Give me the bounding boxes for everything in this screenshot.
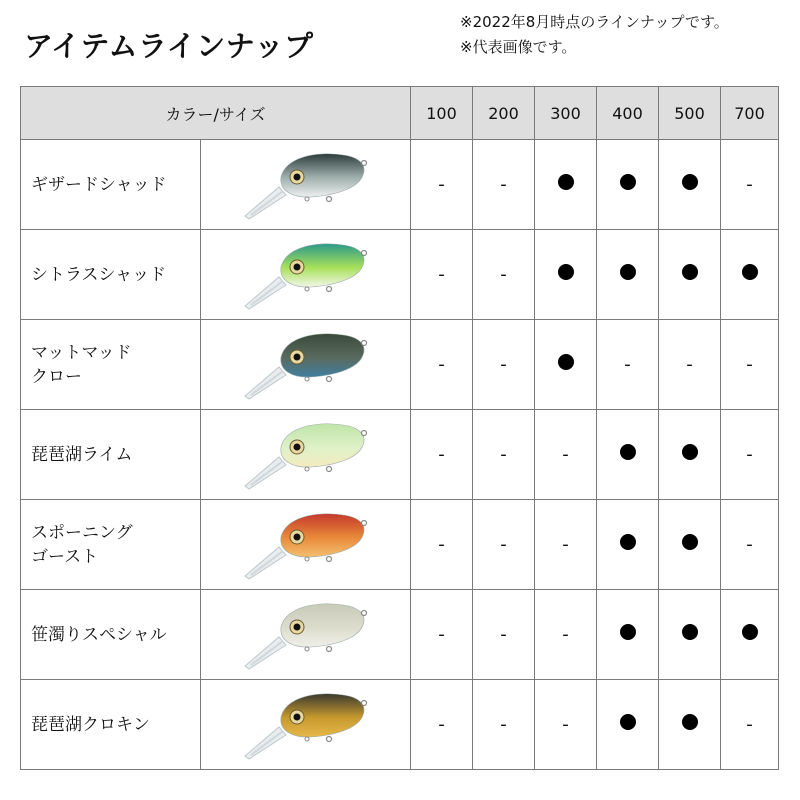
unavailable-dash: - — [746, 444, 753, 465]
unavailable-dash: - — [438, 714, 445, 735]
availability-200 — [473, 590, 535, 680]
availability-700 — [721, 410, 779, 500]
availability-300 — [535, 500, 597, 590]
header-size-300: 300 — [535, 87, 597, 140]
unavailable-dash: - — [438, 624, 445, 645]
availability-100 — [411, 410, 473, 500]
availability-200 — [473, 680, 535, 770]
available-dot — [620, 714, 636, 730]
unavailable-dash: - — [746, 714, 753, 735]
unavailable-dash: - — [438, 354, 445, 375]
availability-700 — [721, 590, 779, 680]
header-size-100: 100 — [411, 87, 473, 140]
unavailable-dash: - — [438, 534, 445, 555]
unavailable-dash: - — [562, 444, 569, 465]
notes — [460, 10, 729, 60]
available-dot — [558, 264, 574, 280]
available-dot — [682, 444, 698, 460]
unavailable-dash: - — [500, 444, 507, 465]
color-name: ギザードシャッド — [21, 140, 201, 230]
availability-500 — [659, 320, 721, 410]
table-row — [21, 680, 779, 770]
availability-700 — [721, 500, 779, 590]
header-size-200: 200 — [473, 87, 535, 140]
availability-400 — [597, 500, 659, 590]
color-name: 琵琶湖クロキン — [21, 680, 201, 770]
availability-400 — [597, 680, 659, 770]
availability-100 — [411, 320, 473, 410]
availability-300 — [535, 230, 597, 320]
table-row — [21, 500, 779, 590]
availability-700 — [721, 230, 779, 320]
unavailable-dash: - — [438, 264, 445, 285]
table-row — [21, 230, 779, 320]
unavailable-dash: - — [746, 354, 753, 375]
lure-image-cell — [201, 410, 411, 500]
unavailable-dash: - — [562, 534, 569, 555]
availability-700 — [721, 680, 779, 770]
available-dot — [742, 264, 758, 280]
unavailable-dash: - — [500, 534, 507, 555]
availability-200 — [473, 410, 535, 500]
color-name: 琵琶湖ライム — [21, 410, 201, 500]
header-size-400: 400 — [597, 87, 659, 140]
note-representative-image: ※代表画像です。 — [460, 38, 577, 56]
available-dot — [742, 624, 758, 640]
available-dot — [620, 174, 636, 190]
page-title: アイテムラインナップ — [24, 29, 314, 63]
availability-300 — [535, 410, 597, 500]
note-lineup-date: ※2022年8月時点のラインナップです。 — [460, 13, 729, 31]
lure-image-cell — [201, 140, 411, 230]
lure-image-cell — [201, 230, 411, 320]
unavailable-dash: - — [438, 174, 445, 195]
availability-500 — [659, 680, 721, 770]
availability-400 — [597, 140, 659, 230]
availability-200 — [473, 500, 535, 590]
biwako-lime-lure — [231, 415, 381, 495]
gizzard-shad-lure — [231, 145, 381, 225]
available-dot — [682, 174, 698, 190]
availability-400 — [597, 410, 659, 500]
availability-200 — [473, 320, 535, 410]
availability-700 — [721, 320, 779, 410]
unavailable-dash: - — [562, 714, 569, 735]
availability-100 — [411, 500, 473, 590]
availability-300 — [535, 680, 597, 770]
availability-500 — [659, 410, 721, 500]
unavailable-dash: - — [686, 354, 693, 375]
availability-500 — [659, 590, 721, 680]
available-dot — [558, 354, 574, 370]
lure-image-cell — [201, 680, 411, 770]
availability-400 — [597, 230, 659, 320]
unavailable-dash: - — [500, 264, 507, 285]
availability-700 — [721, 140, 779, 230]
lure-image-cell — [201, 590, 411, 680]
lure-image-cell — [201, 320, 411, 410]
header-color-size: カラー/サイズ — [21, 87, 411, 140]
color-name: スポーニング ゴースト — [21, 500, 201, 590]
available-dot — [682, 534, 698, 550]
unavailable-dash: - — [500, 174, 507, 195]
unavailable-dash: - — [438, 444, 445, 465]
availability-500 — [659, 500, 721, 590]
sasanigori-special-lure — [231, 595, 381, 675]
availability-500 — [659, 140, 721, 230]
available-dot — [620, 534, 636, 550]
available-dot — [558, 174, 574, 190]
availability-300 — [535, 590, 597, 680]
matt-mud-claw-lure — [231, 325, 381, 405]
table-row — [21, 140, 779, 230]
color-name: 笹濁りスペシャル — [21, 590, 201, 680]
spawning-ghost-lure — [231, 505, 381, 585]
unavailable-dash: - — [500, 354, 507, 375]
availability-400 — [597, 320, 659, 410]
available-dot — [682, 264, 698, 280]
unavailable-dash: - — [500, 624, 507, 645]
available-dot — [682, 624, 698, 640]
availability-100 — [411, 680, 473, 770]
citrus-shad-lure — [231, 235, 381, 315]
lineup-table — [20, 86, 779, 770]
available-dot — [620, 264, 636, 280]
availability-500 — [659, 230, 721, 320]
available-dot — [682, 714, 698, 730]
unavailable-dash: - — [562, 624, 569, 645]
availability-200 — [473, 140, 535, 230]
color-name: マットマッド クロー — [21, 320, 201, 410]
unavailable-dash: - — [746, 174, 753, 195]
biwako-kurokin-lure — [231, 685, 381, 765]
table-row — [21, 590, 779, 680]
available-dot — [620, 624, 636, 640]
availability-100 — [411, 590, 473, 680]
unavailable-dash: - — [746, 534, 753, 555]
table-row — [21, 320, 779, 410]
availability-400 — [597, 590, 659, 680]
color-name: シトラスシャッド — [21, 230, 201, 320]
availability-300 — [535, 140, 597, 230]
availability-300 — [535, 320, 597, 410]
table-header-row — [21, 87, 779, 140]
unavailable-dash: - — [624, 354, 631, 375]
lure-image-cell — [201, 500, 411, 590]
header-size-700: 700 — [721, 87, 779, 140]
table-row — [21, 410, 779, 500]
availability-200 — [473, 230, 535, 320]
availability-100 — [411, 230, 473, 320]
available-dot — [620, 444, 636, 460]
availability-100 — [411, 140, 473, 230]
unavailable-dash: - — [500, 714, 507, 735]
header-size-500: 500 — [659, 87, 721, 140]
